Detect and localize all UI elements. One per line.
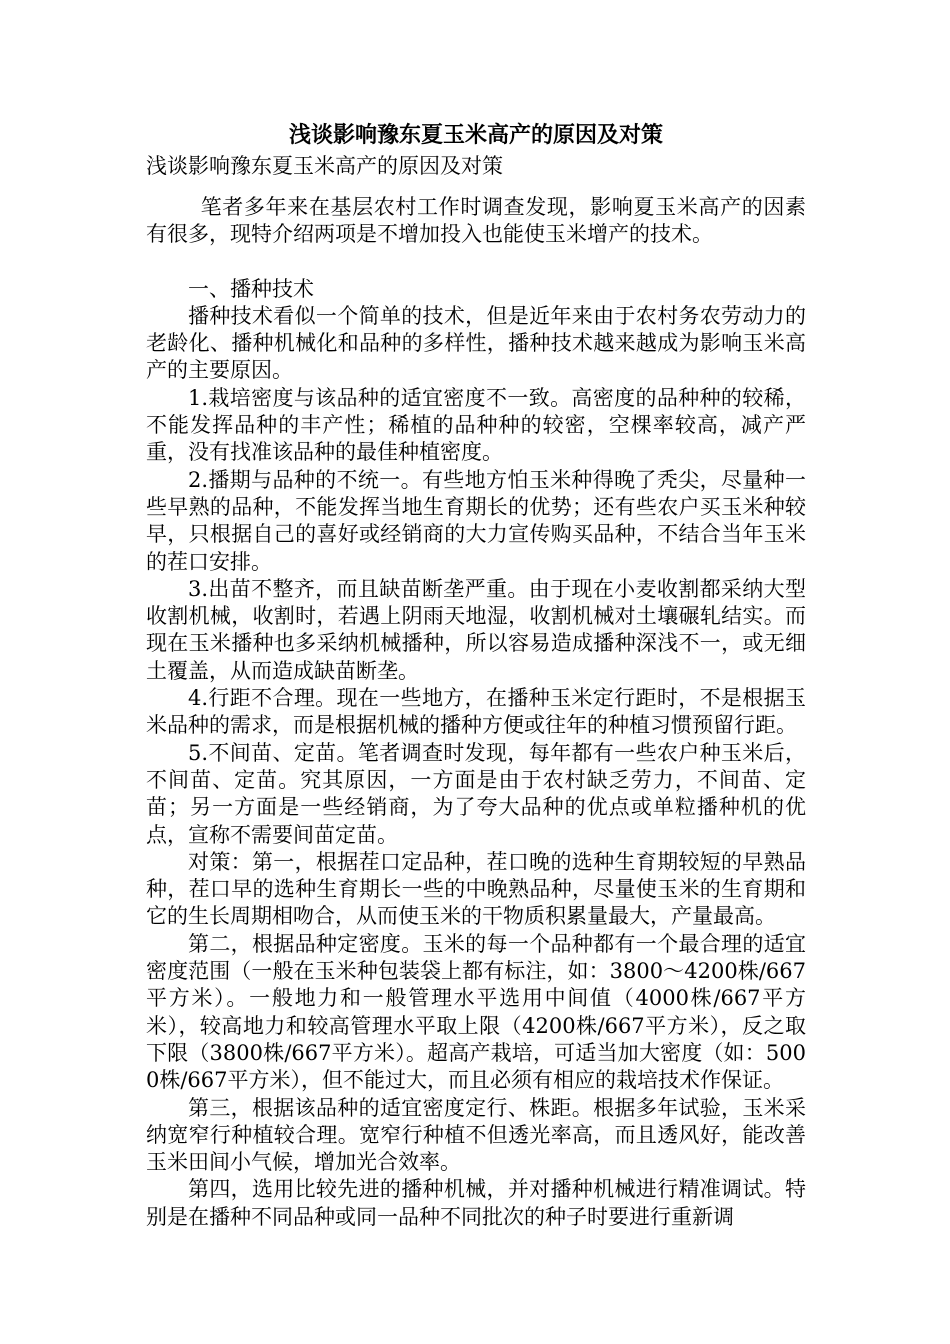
blank-line xyxy=(146,249,806,276)
body-paragraph: 3.出苗不整齐，而且缺苗断垄严重。由于现在小麦收割都采纳大型收割机械，收割时，若遇上阴雨天地湿，收割机械对土壤碾轧结实。而现在玉米播种也多采纳机械播种，所以容易造成播种深浅不一，或无细土覆盖，从而造成缺苗断垄。 xyxy=(146,576,806,683)
document-subtitle: 浅谈影响豫东夏玉米高产的原因及对策 xyxy=(146,154,503,178)
body-paragraph: 第四，选用比较先进的播种机械，并对播种机械进行精准调试。特别是在播种不同品种或同一品种不同批次的种子时要进行重新调 xyxy=(146,1177,806,1229)
body-paragraph: 对策：第一，根据茬口定品种，茬口晚的选种生育期较短的早熟品种，茬口早的选种生育期长一些的中晚熟品种，尽量使玉米的生育期和它的生长周期相吻合，从而使玉米的干物质积累量最大，产量最高。 xyxy=(146,849,806,929)
body-paragraph: 4.行距不合理。现在一些地方，在播种玉米定行距时，不是根据玉米品种的需求，而是根据机械的播种方便或往年的种植习惯预留行距。 xyxy=(146,686,806,738)
section-heading: 一、播种技术 xyxy=(188,276,314,301)
intro-paragraph: 笔者多年来在基层农村工作时调查发现，影响夏玉米高产的因素有很多，现特介绍两项是不增加投入也能使玉米增产的技术。 xyxy=(146,195,806,247)
body-paragraph: 5.不间苗、定苗。笔者调查时发现，每年都有一些农户种玉米后，不间苗、定苗。究其原因，一方面是由于农村缺乏劳力，不间苗、定苗；另一方面是一些经销商，为了夸大品种的优点或单粒播种机的优点，宣称不需要间苗定苗。 xyxy=(146,740,806,847)
body-paragraph: 播种技术看似一个简单的技术，但是近年来由于农村务农劳动力的老龄化、播种机械化和品种的多样性，播种技术越来越成为影响玉米高产的主要原因。 xyxy=(146,303,806,383)
body-paragraph: 1.栽培密度与该品种的适宜密度不一致。高密度的品种种的较稀，不能发挥品种的丰产性；稀植的品种种的较密，空棵率较高，减产严重，没有找准该品种的最佳种植密度。 xyxy=(146,385,806,465)
body-paragraph: 第三，根据该品种的适宜密度定行、株距。根据多年试验，玉米采纳宽窄行种植较合理。宽窄行种植不但透光率高，而且透风好，能改善玉米田间小气候，增加光合效率。 xyxy=(146,1095,806,1175)
body-paragraph: 2.播期与品种的不统一。有些地方怕玉米种得晚了秃尖，尽量种一些早熟的品种，不能发挥当地生育期长的优势；还有些农户买玉米种较早，只根据自己的喜好或经销商的大力宣传购买品种，不结合当年玉米的茬口安排。 xyxy=(146,467,806,574)
document-page xyxy=(146,118,806,1231)
document-title: 浅谈影响豫东夏玉米高产的原因及对策 xyxy=(288,122,663,148)
body-paragraph: 第二，根据品种定密度。玉米的每一个品种都有一个最合理的适宜密度范围（一般在玉米种包装袋上都有标注，如：3800～4200株/667平方米）。一般地力和一般管理水平选用中间值（4000株/667平方米），较高地力和较高管理水平取上限（4200株/667平方米），反之取下限（3800株/667平方米）。超高产栽培，可适当加大密度（如：5000株/667平方米），但不能过大，而且必须有相应的栽培技术作保证。 xyxy=(146,931,806,1093)
